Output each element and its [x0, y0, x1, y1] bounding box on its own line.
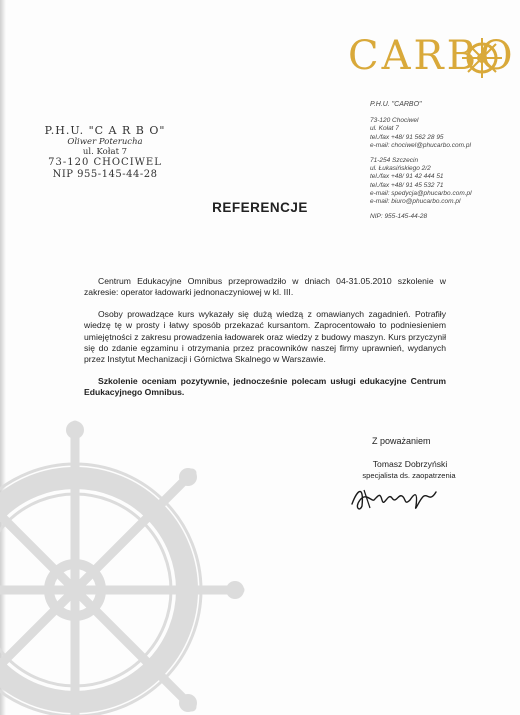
signer-name: Tomasz Dobrzyński	[372, 459, 448, 469]
paragraph: Centrum Edukacyjne Omnibus przeprowadziło w dniach 04-31.05.2010 szkolenie w zakresie: operator ładowarki jednonaczyniowej w kl. III.	[84, 276, 446, 298]
office2-line: tel./fax +48/ 91 42 444 51	[370, 173, 444, 181]
paragraph: Osoby prowadzące kurs wykazały się dużą wiedzą z omawianych zagadnień. Potrafiły wiedzę tę w prosty i łatwy sposób przekazać kursantom. Zaprocentowało to podniesieniem umiejętności z zakresu prowadzenia ładowarek oraz wiedzy z budowy maszyn. Kurs przyczynił się do zdanie egzaminu i otrzymania przez pracowników naszej firmy uprawnień, wydanych przez Instytut Mechanizacji i Górnictwa Skalnego w Warszawie.	[84, 308, 446, 365]
stamp-line: P.H.U. "C A R B O"	[44, 124, 166, 137]
stamp-line: 73-120 CHOCIWEL	[48, 157, 162, 168]
office1-line: tel./fax +48/ 91 562 28 95	[370, 133, 444, 141]
office1-line: e-mail: chociwel@phucarbo.com.pl	[370, 141, 471, 149]
stamp-line: Oliwer Poterucha	[67, 137, 143, 147]
office1-line: ul. Kołat 7	[370, 125, 399, 133]
letter-body	[84, 276, 446, 409]
carbo-logo	[348, 30, 516, 86]
office2-line: e-mail: biuro@phucarbo.com.pl	[370, 198, 461, 206]
company-stamp	[30, 124, 180, 181]
greeting: Z poważaniem	[372, 436, 431, 446]
office2-line: 71-254 Szczecin	[370, 157, 419, 165]
office2-line: ul. Łukasińskiego 2/2	[370, 165, 431, 173]
logo-ship-wheel-icon	[460, 36, 504, 80]
handwritten-signature-icon	[344, 478, 444, 518]
logo-text: CARBO	[348, 33, 516, 79]
office1-line: 73-120 Chociwel	[370, 117, 419, 125]
office2-line: tel./fax +48/ 91 45 532 71	[370, 181, 444, 189]
ship-wheel-watermark-icon	[0, 420, 245, 715]
office2-line: e-mail: spedycja@phucarbo.com.pl	[370, 189, 472, 197]
company-name: P.H.U. "CARBO"	[370, 101, 422, 108]
document-title: REFERENCJE	[212, 200, 308, 215]
stamp-line: NIP 955-145-44-28	[52, 169, 158, 180]
company-nip: NIP: 955-145-44-28	[370, 213, 428, 221]
signer-role: specjalista ds. zaopatrzenia	[362, 471, 456, 480]
stamp-line: ul. Kołat 7	[82, 147, 128, 157]
paragraph: Szkolenie oceniam pozytywnie, jednocześnie polecam usługi edukacyjne Centrum Edukacyjnego Omnibus.	[84, 375, 446, 398]
